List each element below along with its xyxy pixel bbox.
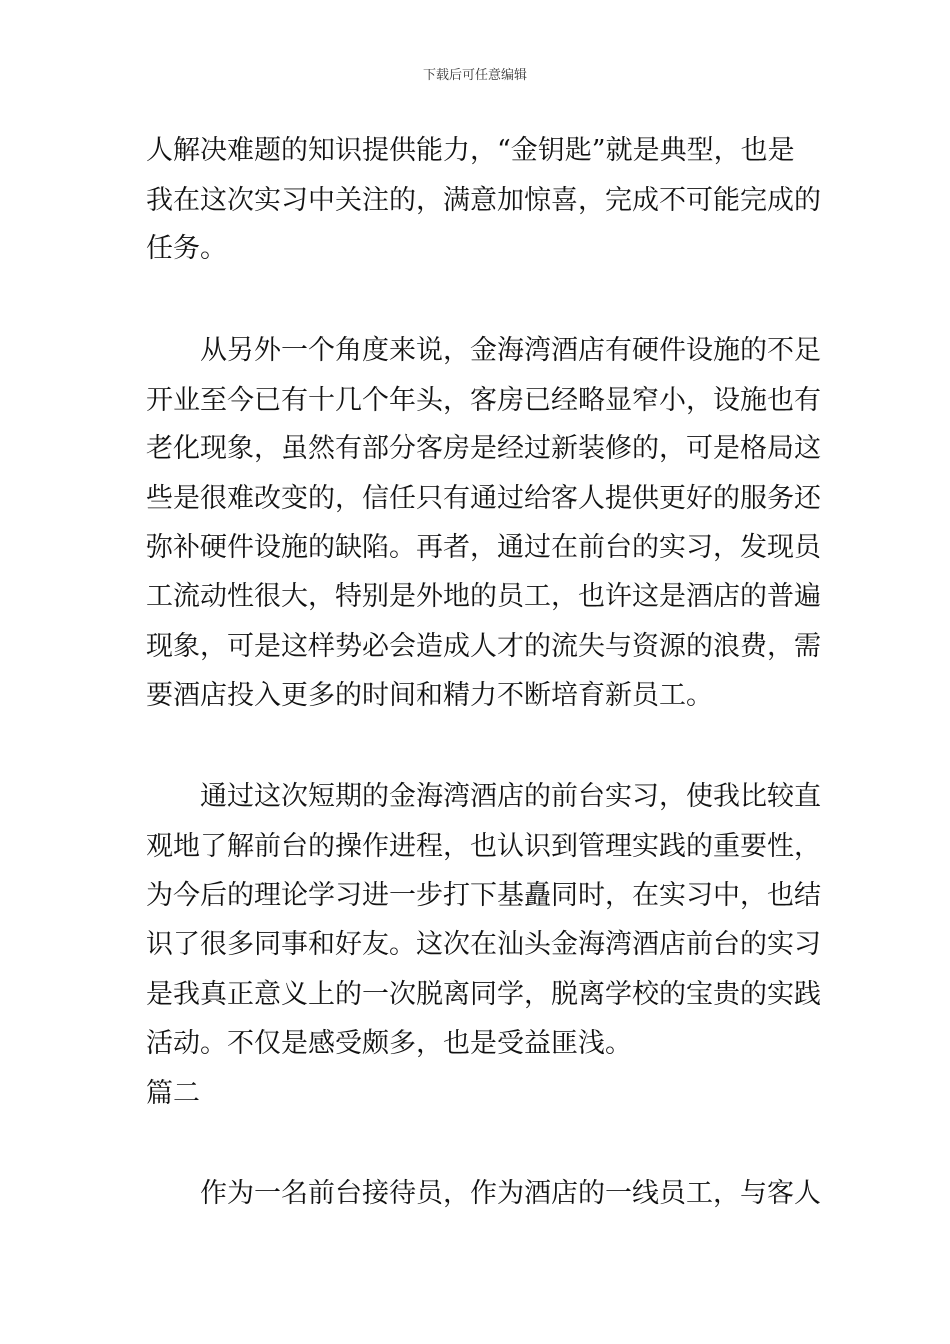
text-line: 任务。 — [146, 233, 227, 264]
text-line: 现象，可是这样势必会造成人才的流失与资源的浪费，需 — [146, 631, 821, 662]
page-header-note: 下载后可任意编辑 — [422, 68, 527, 83]
text-line: 要酒店投入更多的时间和精力不断培育新员工。 — [146, 680, 713, 711]
text-line: 老化现象，虽然有部分客房是经过新装修的，可是格局这 — [146, 433, 821, 464]
text-line: 人解决难题的知识提供能力，“金钥匙”就是典型，也是 — [146, 135, 795, 166]
section-heading: 篇二 — [146, 1078, 200, 1109]
text-line: 观地了解前台的操作进程，也认识到管理实践的重要性， — [146, 831, 821, 862]
text-line: 工流动性很大，特别是外地的员工，也许这是酒店的普遍 — [146, 581, 821, 612]
text-line: 开业至今已有十几个年头，客房已经略显窄小，设施也有 — [146, 385, 821, 416]
text-line: 通过这次短期的金海湾酒店的前台实习，使我比较直 — [200, 781, 821, 812]
text-line: 是我真正意义上的一次脱离同学，脱离学校的宝贵的实践 — [146, 979, 821, 1010]
text-line: 活动。不仅是感受颇多，也是受益匪浅。 — [146, 1028, 632, 1059]
text-line: 弥补硬件设施的缺陷。再者，通过在前台的实习，发现员 — [146, 532, 821, 563]
text-line: 我在这次实习中关注的，满意加惊喜，完成不可能完成的 — [146, 185, 821, 216]
text-line: 从另外一个角度来说，金海湾酒店有硬件设施的不足 — [200, 335, 821, 366]
text-line: 识了很多同事和好友。这次在汕头金海湾酒店前台的实习 — [146, 929, 821, 960]
text-line: 作为一名前台接待员，作为酒店的一线员工，与客人 — [200, 1178, 821, 1209]
text-line: 为今后的理论学习进一步打下基矗同时，在实习中，也结 — [146, 880, 821, 911]
text-line: 些是很难改变的，信任只有通过给客人提供更好的服务还 — [146, 483, 821, 514]
